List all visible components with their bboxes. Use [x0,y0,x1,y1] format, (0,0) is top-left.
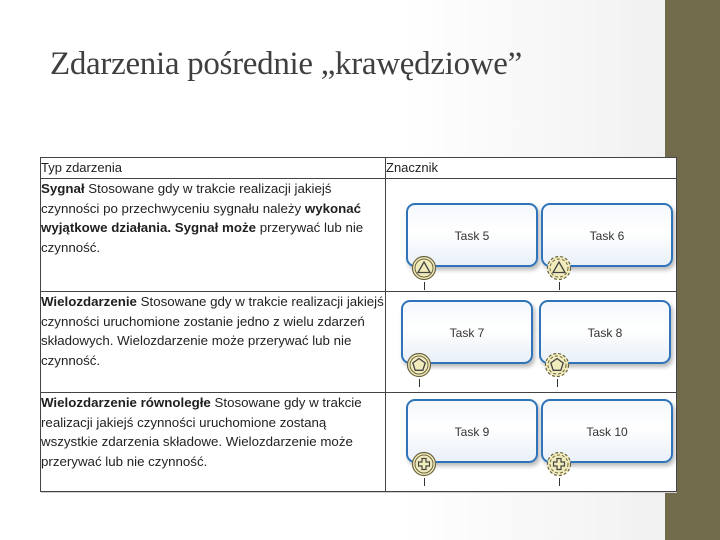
task-box [539,300,671,364]
task-label: Task 9 [454,425,490,439]
event-marker-cell [386,179,677,292]
event-description [41,393,386,492]
event-description [41,179,386,292]
table-row [41,292,677,393]
event-term: Wielozdarzenie równoległe [41,395,211,410]
triangle-signal-icon [411,255,437,281]
pentagon-multiple-icon [544,352,570,378]
description-bold-text: wykonać wyjątkowe działania. Sygnał może [41,200,362,235]
triangle-signal-icon [546,255,572,281]
task-label: Task 8 [587,326,623,340]
events-table-container [40,157,676,492]
description-text: Stosowane gdy w trakcie realizacji jakiejś czynności uruchomione zostaną wszystkie zdarzenia składowe. Wielozdarzenie może przerywać lub nie czynność. [41,395,362,469]
task-box [401,300,533,364]
task-box [541,399,673,463]
column-header-marker: Znacznik [386,158,677,179]
column-header-type: Typ zdarzenia [41,158,386,179]
sequence-flow-stub [559,282,560,290]
task-label: Task 7 [449,326,485,340]
description-text-end: przerywać lub nie czynność. [41,220,364,255]
table-row [41,393,677,492]
sequence-flow-stub [424,478,425,486]
event-description [41,292,386,393]
pentagon-multiple-icon [406,352,432,378]
event-marker-cell [386,393,677,492]
sequence-flow-stub [419,379,420,387]
task-box [406,399,538,463]
plus-parallel-multiple-icon [411,451,437,477]
slide-title: Zdarzenia pośrednie „krawędziowe” [50,46,523,82]
table-row [41,179,677,292]
sequence-flow-stub [424,282,425,290]
sequence-flow-stub [559,478,560,486]
events-table [40,157,677,492]
task-label: Task 5 [454,229,490,243]
task-box [406,203,538,267]
task-label: Task 10 [586,425,628,439]
event-term: Sygnał [41,181,85,196]
sequence-flow-stub [557,379,558,387]
task-box [541,203,673,267]
event-marker-cell [386,292,677,393]
plus-parallel-multiple-icon [546,451,572,477]
description-text: Stosowane gdy w trakcie realizacji jakiejś czynności po przechwyceniu sygnału należy [41,181,332,216]
task-label: Task 6 [589,229,625,243]
event-term: Wielozdarzenie [41,294,137,309]
description-text: Stosowane gdy w trakcie realizacji jakiejś czynności uruchomione zostanie jedno z wielu zdarzeń składowych. Wielozdarzenie może przerywać lub nie czynność. [41,294,384,368]
